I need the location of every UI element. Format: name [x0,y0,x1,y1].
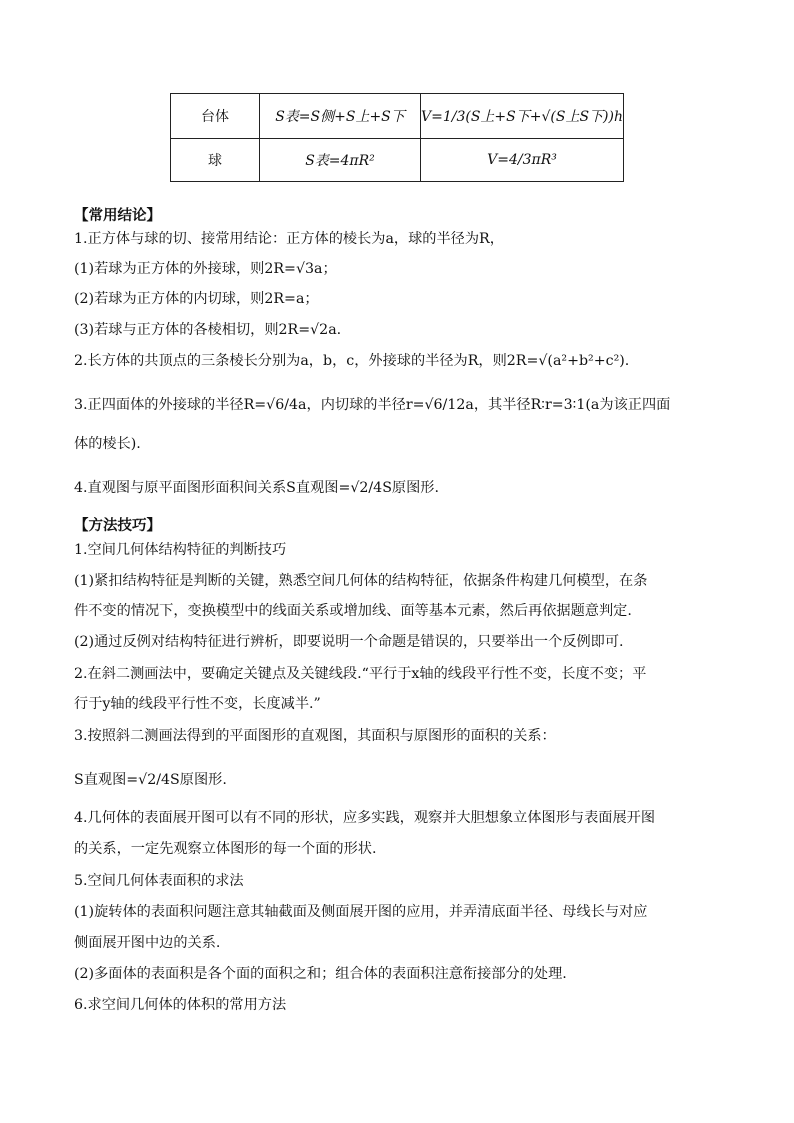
conclusions-heading: 【常用结论】 [74,208,161,224]
solid-name: 球 [208,153,222,169]
table-row [171,139,624,182]
conclusion-line: 1.正方体与球的切、接常用结论：正方体的棱长为a，球的半径为R， [74,231,504,247]
method-line: (1)紧扣结构特征是判断的关键，熟悉空间几何体的结构特征，依据条件构建几何模型，在条 [74,573,648,589]
surface-area-cell [260,94,421,139]
table-row [171,94,624,139]
method-line: (2)通过反例对结构特征进行辨析，即要说明一个命题是错误的，只要举出一个反例即可. [74,634,624,650]
method-line: 件不变的情况下，变换模型中的线面关系或增加线、面等基本元素，然后再依据题意判定. [74,603,632,619]
volume-cell [421,139,624,182]
method-line: 4.几何体的表面展开图可以有不同的形状，应多实践，观察并大胆想象立体图形与表面展开图 [74,810,656,826]
formula-table [170,93,624,182]
conclusion-line: (3)若球与正方体的各棱相切，则2R=√2a. [74,322,342,338]
conclusion-line: 3.正四面体的外接球的半径R=√6/4a，内切球的半径r=√6/12a，其半径R∶r=3∶1(a为该正四面 [74,397,671,413]
conclusion-line: 4.直观图与原平面图形面积间关系S直观图=√2/4S原图形. [74,480,439,496]
method-line: (1)旋转体的表面积问题注意其轴截面及侧面展开图的应用，并弄清底面半径、母线长与对应 [74,904,648,920]
method-line: 2.在斜二测画法中，要确定关键点及关键线段.“平行于x轴的线段平行性不变，长度不变；平 [74,666,647,682]
method-line: S直观图=√2/4S原图形. [74,772,227,788]
method-line: 侧面展开图中边的关系. [74,935,221,951]
solid-name-cell [171,139,260,182]
method-line: 5.空间几何体表面积的求法 [74,873,244,889]
method-line: (2)多面体的表面积是各个面的面积之和；组合体的表面积注意衔接部分的处理. [74,966,567,982]
conclusion-line: (1)若球为正方体的外接球，则2R=√3a； [74,261,337,277]
conclusion-line: 2.长方体的共顶点的三条棱长分别为a，b，c，外接球的半径为R，则2R=√(a²+b²+c²). [74,353,630,369]
method-line: 的关系，一定先观察立体图形的每一个面的形状. [74,841,377,857]
volume-formula: V=4/3πR³ [487,152,557,168]
volume-cell [421,94,624,139]
solid-name-cell [171,94,260,139]
method-line: 1.空间几何体结构特征的判断技巧 [74,542,287,558]
surface-area-cell [260,139,421,182]
method-line: 行于y轴的线段平行性不变，长度减半.” [74,696,321,712]
method-line: 3.按照斜二测画法得到的平面图形的直观图，其面积与原图形的面积的关系： [74,728,556,744]
method-line: 6.求空间几何体的体积的常用方法 [74,997,287,1013]
volume-formula: V=1/3(S上+S下+√(S上S下))h [421,109,623,125]
solid-name: 台体 [201,109,229,125]
surface-area-formula: S表=4πR² [305,153,375,169]
conclusion-line: (2)若球为正方体的内切球，则2R=a； [74,291,319,307]
methods-heading: 【方法技巧】 [74,518,161,534]
surface-area-formula: S表=S侧+S上+S下 [275,109,405,125]
conclusion-line: 体的棱长). [74,436,141,452]
